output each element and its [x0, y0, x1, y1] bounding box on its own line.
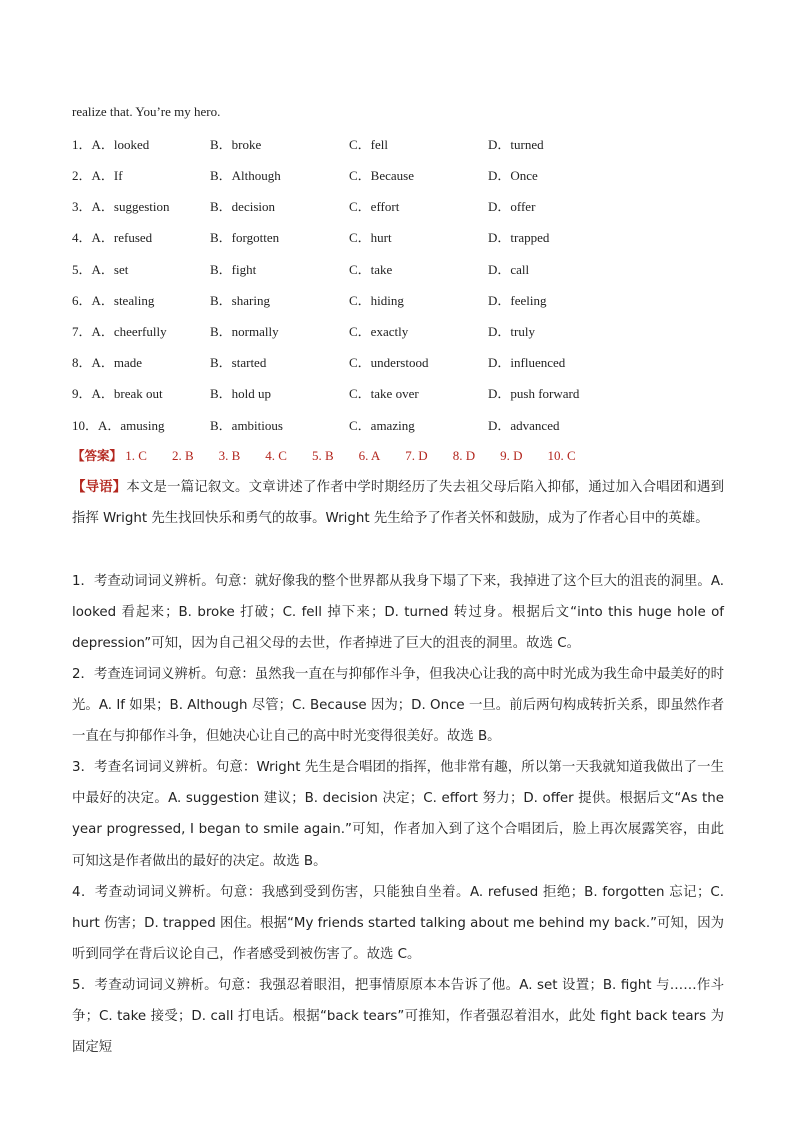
option-d: D．trapped	[488, 230, 550, 245]
option-c: C．exactly	[349, 324, 409, 339]
answer-item: 8. D	[452, 448, 476, 463]
explanation-3: 3．考查名词词义辨析。句意：Wright 先生是合唱团的指挥，他非常有趣，所以第一天我就知道我做出了一生中最好的决定。A. suggestion 建议；B. decision 决定；C. effort 努力；D. offer 提供。根据后文“As the year progressed, I began to smile again.”可知，作者加入到了这个合唱团后，脸上再次展露笑容，由此可知这是作者做出的最好的决定。故选 B。	[72, 760, 724, 869]
answer-item: 5. B	[311, 448, 334, 463]
option-a: 4．A．refused	[72, 230, 153, 245]
option-a: 1．A．looked	[72, 137, 150, 152]
answer-item: 1. C	[125, 448, 147, 463]
answer-values	[125, 448, 575, 463]
passage-last-line: realize that. You’re my hero.	[72, 104, 221, 119]
option-b: B．hold up	[210, 386, 272, 401]
option-c: C．effort	[349, 199, 400, 214]
option-a: 6．A．stealing	[72, 293, 155, 308]
answer-item: 9. D	[500, 448, 523, 463]
option-c: C．fell	[349, 137, 388, 152]
answer-item: 3. B	[218, 448, 241, 463]
answer-item: 4. C	[265, 448, 287, 463]
option-c: C．amazing	[349, 418, 415, 433]
guide-text: 本文是一篇记叙文。文章讲述了作者中学时期经历了失去祖父母后陷入抑郁，通过加入合唱团和遇到指挥 Wright 先生找回快乐和勇气的故事。Wright 先生给予了作者关怀和鼓励，成为了作者心目中的英雄。	[72, 480, 725, 527]
option-c: C．hurt	[349, 230, 392, 245]
option-b: B．decision	[210, 199, 275, 214]
answer-item: 7. D	[405, 448, 428, 463]
guide-paragraph	[72, 472, 724, 534]
explanation-5: 5．考查动词词义辨析。句意：我强忍着眼泪，把事情原原本本告诉了他。A. set 设置；B. fight 与……作斗争；C. take 接受；D. call 打电话。根据“back tears”可推知，作者强忍着泪水，此处 fight back tears 为固定短	[72, 978, 724, 1056]
option-b: B．normally	[210, 324, 279, 339]
answer-item: 2. B	[171, 448, 194, 463]
option-c: C．Because	[349, 168, 414, 183]
answer-item: 6. A	[358, 448, 381, 463]
option-c: C．understood	[349, 355, 429, 370]
option-a: 3．A．suggestion	[72, 199, 170, 214]
option-a: 7．A．cheerfully	[72, 324, 167, 339]
option-a: 10．A．amusing	[72, 418, 165, 433]
option-d: D．advanced	[488, 418, 560, 433]
option-d: D．feeling	[488, 293, 547, 308]
answer-tag: 【答案】	[72, 448, 123, 463]
option-d: D．truly	[488, 324, 535, 339]
guide-tag: 【导语】	[72, 480, 127, 495]
option-b: B．started	[210, 355, 267, 370]
option-a: 8．A．made	[72, 355, 143, 370]
answer-key	[72, 446, 576, 464]
option-c: C．take	[349, 262, 393, 277]
option-d: D．Once	[488, 168, 538, 183]
explanation-2: 2．考查连词词义辨析。句意：虽然我一直在与抑郁作斗争，但我决心让我的高中时光成为我生命中最美好的时光。A. If 如果；B. Although 尽管；C. Because 因为；D. Once 一旦。前后两句构成转折关系，即虽然作者一直在与抑郁作斗争，但她决心让自己的高中时光变得很美好。故选 B。	[72, 667, 724, 745]
option-a: 9．A．break out	[72, 386, 163, 401]
option-d: D．offer	[488, 199, 536, 214]
option-b: B．Although	[210, 168, 281, 183]
answer-item: 10. C	[547, 448, 576, 463]
option-b: B．broke	[210, 137, 262, 152]
option-d: D．push forward	[488, 386, 580, 401]
option-b: B．forgotten	[210, 230, 280, 245]
option-c: C．take over	[349, 386, 419, 401]
option-d: D．turned	[488, 137, 544, 152]
option-d: D．influenced	[488, 355, 566, 370]
option-b: B．ambitious	[210, 418, 283, 433]
option-c: C．hiding	[349, 293, 404, 308]
explanation-4: 4．考查动词词义辨析。句意：我感到受到伤害，只能独自坐着。A. refused 拒绝；B. forgotten 忘记；C. hurt 伤害；D. trapped 困住。根据“My friends started talking about me behind my back.”可知，因为听到同学在背后议论自己，作者感受到被伤害了。故选 C。	[72, 885, 724, 963]
option-a: 2．A．If	[72, 168, 123, 183]
option-b: B．fight	[210, 262, 257, 277]
explanation-1: 1．考查动词词义辨析。句意：就好像我的整个世界都从我身下塌了下来，我掉进了这个巨大的沮丧的洞里。A. looked 看起来；B. broke 打破；C. fell 掉下来；D. turned 转过身。根据后文“into this huge hole of depression”可知，因为自己祖父母的去世，作者掉进了巨大的沮丧的洞里。故选 C。	[72, 574, 724, 652]
option-b: B．sharing	[210, 293, 270, 308]
option-d: D．call	[488, 262, 530, 277]
option-a: 5．A．set	[72, 262, 129, 277]
